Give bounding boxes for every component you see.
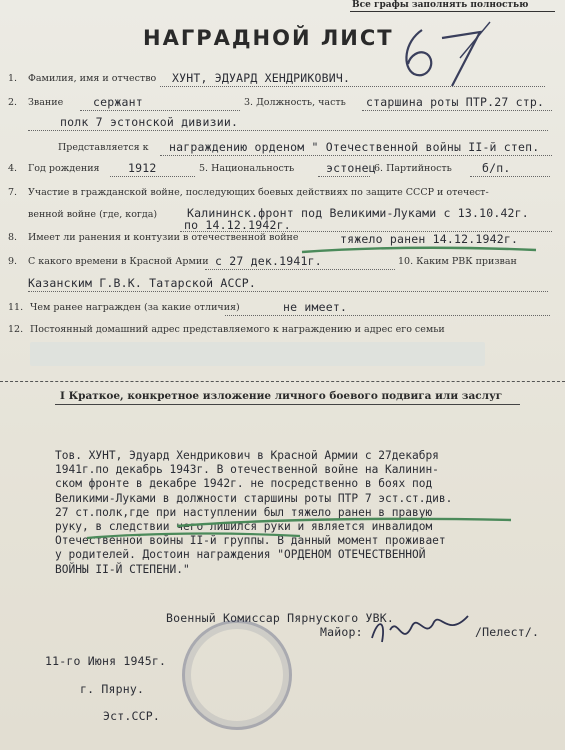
field-4-line	[110, 176, 195, 177]
field-3-line	[362, 110, 552, 111]
redacted-address-area	[30, 342, 485, 366]
field-7-label: Участие в гражданской войне, последующих боевых действиях по защите СССР и отечест-	[28, 187, 489, 198]
field-7-number: 7.	[8, 187, 18, 198]
field-10-label: 10. Каким РВК призван	[398, 256, 517, 267]
field-5-line	[318, 176, 370, 177]
section-title-underline	[55, 404, 520, 405]
field-2-label: Звание	[28, 97, 64, 108]
field-3-line-2	[28, 130, 548, 131]
field-1-value: ХУНТ, ЭДУАРД ХЕНДРИКОВИЧ.	[172, 71, 351, 85]
field-7-value: Калининск.фронт под Великими-Луками с 13.10.42г.	[187, 206, 529, 220]
field-8-number: 8.	[8, 232, 18, 243]
field-7-label-continued: венной войне (где, когда)	[28, 209, 158, 220]
presented-to-value: награждению орденом " Отечественной войны II-й степ.	[169, 140, 540, 154]
field-9-label: С какого времени в Красной Армии	[28, 256, 209, 267]
signature-rank: Майор:	[320, 625, 363, 639]
official-round-stamp	[182, 620, 292, 730]
handwritten-signature	[368, 608, 473, 653]
field-8-value: тяжело ранен 14.12.1942г.	[340, 232, 519, 246]
field-10-line	[28, 291, 548, 292]
field-7-value-continued: по 14.12.1942г.	[184, 218, 291, 232]
signature-title: Военный Комиссар Пярнуского УВК.	[166, 611, 394, 625]
document-city: г. Пярну.	[80, 682, 145, 696]
field-12-label: Постоянный домашний адрес представляемого к награждению и адрес его семьи	[30, 324, 445, 335]
field-1-line	[160, 86, 545, 87]
field-10-value: Казанским Г.В.К. Татарской АССР.	[28, 276, 256, 290]
section-title: I Краткое, конкретное изложение личного боевого подвига или заслуг	[60, 390, 503, 402]
field-8-label: Имеет ли ранения и контузии в отечественной войне	[28, 232, 299, 243]
field-6-value: б/п.	[482, 161, 511, 175]
field-9-value: с 27 дек.1941г.	[215, 254, 322, 268]
document-date: 11-го Июня 1945г.	[45, 654, 167, 668]
field-3-value: старшина роты ПТР.27 стр.	[366, 95, 545, 109]
field-1-label: Фамилия, имя и отчество	[28, 73, 157, 84]
presented-to-label: Представляется к	[58, 142, 149, 153]
field-2-value: сержант	[93, 95, 143, 109]
presented-to-line	[160, 155, 552, 156]
field-1-number: 1.	[8, 73, 18, 84]
field-2-number: 2.	[8, 97, 18, 108]
field-4-label: Год рождения	[28, 163, 100, 174]
field-5-value: эстонец	[326, 161, 376, 175]
document-republic: Эст.ССР.	[103, 709, 160, 723]
header-note: Все графы заполнять полностью	[352, 0, 529, 10]
document-title: НАГРАДНОЙ ЛИСТ	[143, 26, 394, 50]
field-9-number: 9.	[8, 256, 18, 267]
field-11-label: Чем ранее награжден (за какие отличия)	[30, 302, 240, 313]
signature-name: /Пелест/.	[475, 625, 540, 639]
field-3-label: 3. Должность, часть	[244, 97, 346, 108]
field-11-value: не имеет.	[283, 300, 348, 314]
field-5-label: 5. Национальность	[199, 163, 295, 174]
section-divider	[0, 381, 565, 382]
narrative-text: Тов. ХУНТ, Эдуард Хендрикович в Красной Армии с 27декабря 1941г.по декабрь 1943г. В отечественной войне на Калинин- ском фронте в декабре 1942г. не посредственно в боях под Великими-Луками в должности старшины роты ПТР 7 эст.ст.див. 27 ст.полк,где при наступлении был тяжело ранен в правую руку, в следствии чего лишился руки и является инвалидом Отечественной войны II-й группы. В данный момент проживает у родителей. Достоин награждения "ОРДЕНОМ ОТЕЧЕСТВЕННОЙ ВОЙНЫ II-Й СТЕПЕНИ."	[55, 449, 453, 576]
field-12-number: 12.	[8, 324, 24, 335]
field-6-label: 6. Партийность	[374, 163, 452, 174]
green-pencil-underline-narrative-2	[85, 528, 305, 544]
field-6-line	[470, 176, 550, 177]
field-2-line	[80, 110, 240, 111]
field-4-value: 1912	[128, 161, 157, 175]
handwritten-number-mark	[392, 12, 512, 90]
field-11-number: 11.	[8, 302, 24, 313]
field-9-line	[205, 269, 395, 270]
field-11-line	[225, 315, 550, 316]
field-4-number: 4.	[8, 163, 18, 174]
field-3-value-continued: полк 7 эстонской дивизии.	[60, 115, 239, 129]
